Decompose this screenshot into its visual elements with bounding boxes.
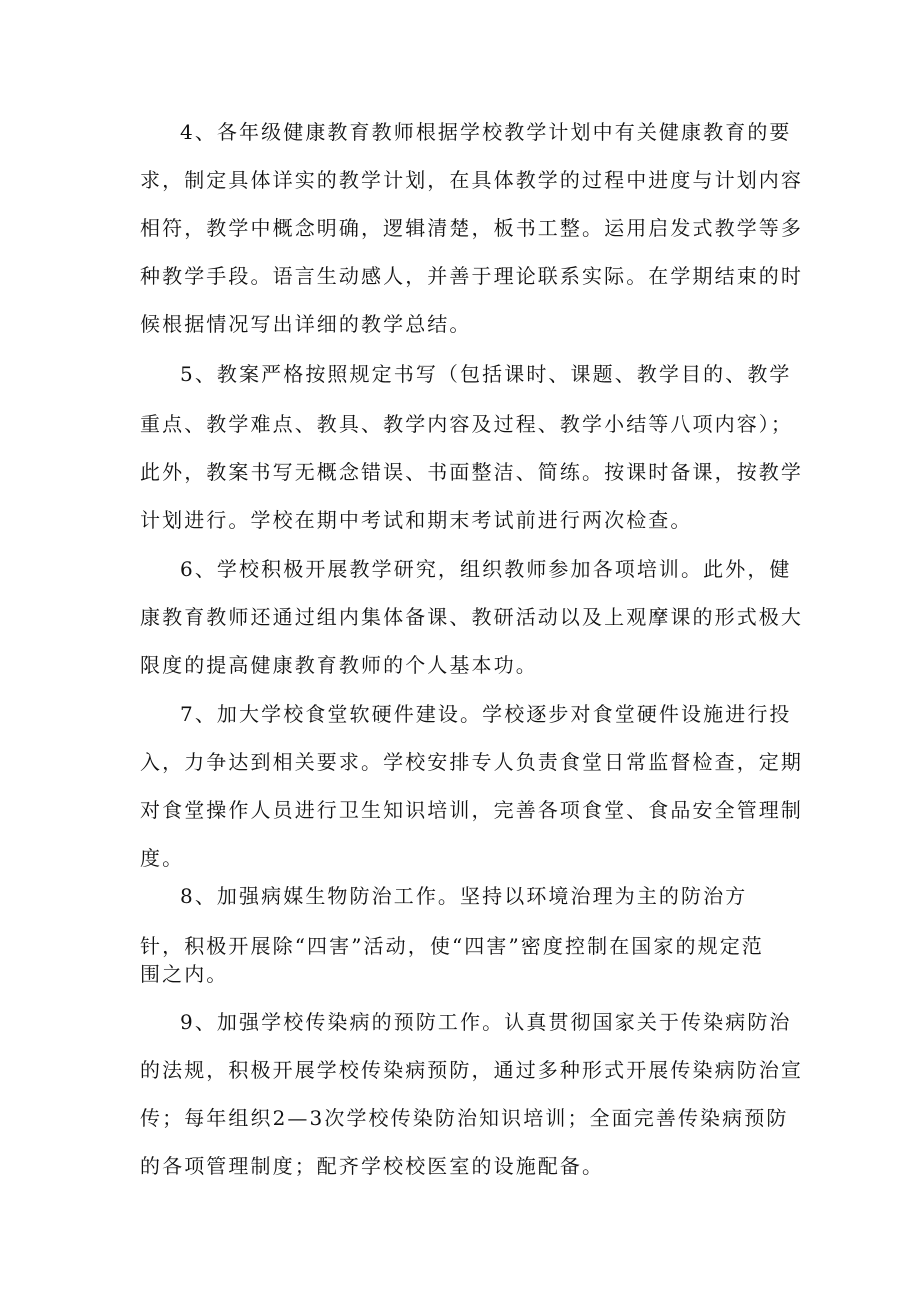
paragraph-8-line-1: 8、加强病媒生物防治工作。坚持以环境治理为主的防治方: [180, 884, 748, 908]
paragraph-4-line-3: 相符，教学中概念明确，逻辑清楚，板书工整。运用启发式教学等多: [140, 216, 803, 240]
paragraph-5-line-4: 计划进行。学校在期中考试和期末考试前进行两次检查。: [140, 508, 693, 532]
paragraph-4-line-4: 种教学手段。语言生动感人，并善于理论联系实际。在学期结束的时: [140, 264, 803, 288]
paragraph-9-line-3: 传；每年组织2—3次学校传染防治知识培训；全面完善传染病预防: [140, 1106, 789, 1130]
paragraph-9-line-2: 的法规，积极开展学校传染病预防，通过多种形式开展传染病防治宣: [140, 1058, 803, 1082]
paragraph-7-line-3: 对食堂操作人员进行卫生知识培训，完善各项食堂、食品安全管理制: [140, 798, 803, 822]
paragraph-5-line-2: 重点、教学难点、教具、教学内容及过程、教学小结等八项内容）；: [140, 412, 793, 436]
paragraph-6-line-3: 限度的提高健康教育教师的个人基本功。: [140, 653, 538, 677]
paragraph-4-line-2: 求，制定具体详实的教学计划，在具体教学的过程中进度与计划内容: [140, 168, 803, 192]
paragraph-7-line-1: 7、加大学校食堂软硬件建设。学校逐步对食堂硬件设施进行投: [180, 702, 792, 726]
paragraph-4-line-5: 候根据情况写出详细的教学总结。: [140, 312, 472, 336]
paragraph-6-line-1: 6、学校积极开展教学研究，组织教师参加各项培训。此外，健: [180, 557, 792, 581]
paragraph-8-line-2: 针，积极开展除“四害”活动，使“四害”密度控制在国家的规定范: [140, 934, 764, 958]
paragraph-9-line-4: 的各项管理制度；配齐学校校医室的设施配备。: [140, 1154, 605, 1178]
paragraph-6-line-2: 康教育教师还通过组内集体备课、教研活动以及上观摩课的形式极大: [140, 605, 803, 629]
paragraph-7-line-2: 入，力争达到相关要求。学校安排专人负责食堂日常监督检查，定期: [140, 750, 803, 774]
paragraph-5-line-1: 5、教案严格按照规定书写（包括课时、课题、教学目的、教学: [180, 362, 792, 386]
paragraph-9-line-1: 9、加强学校传染病的预防工作。认真贯彻国家关于传染病防治: [180, 1010, 792, 1034]
paragraph-4-line-1: 4、各年级健康教育教师根据学校教学计划中有关健康教育的要: [180, 120, 792, 144]
paragraph-8-line-3: 围之内。: [140, 962, 229, 986]
paragraph-5-line-3: 此外，教案书写无概念错误、书面整洁、简练。按课时备课，按教学: [140, 460, 803, 484]
paragraph-7-line-4: 度。: [140, 846, 185, 870]
